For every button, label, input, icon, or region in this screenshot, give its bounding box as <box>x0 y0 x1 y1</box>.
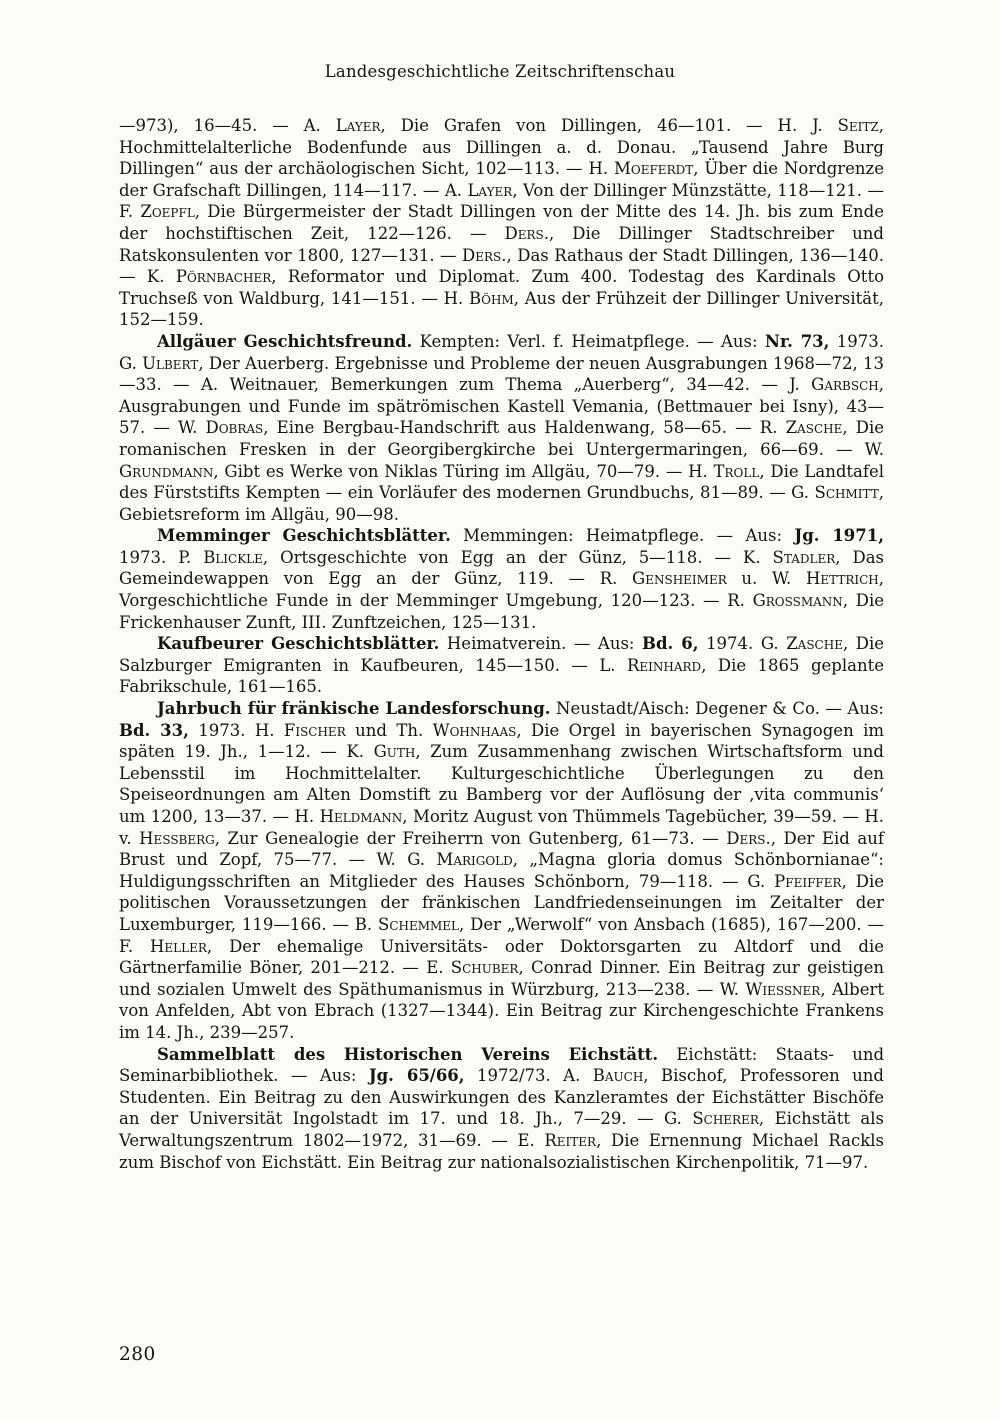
journal-entry <box>119 698 884 1044</box>
text-run: , Die politischen Voraussetzungen der fränkischen Landfriedenseinungen im Zeitalter der Luxemburger, 119—166. — B. <box>119 871 884 934</box>
text-run: , Die romanischen Fresken in der Georgibergkirche bei Untergermaringen, 66—69. — W. <box>119 418 885 459</box>
text-run: , „Magna gloria domus Schönbornianae“: Huldigungsschriften an Mitglieder des Hauses Schönborn, 79—118. — G. <box>119 850 884 891</box>
text-run: , Die Grafen von Dillingen, 46—101. — H. J. <box>380 116 838 135</box>
author-name: Grossmann <box>752 591 843 611</box>
journal-entry <box>119 633 884 698</box>
text-run: , Moritz August von Thümmels Tagebücher, 39—59. — H. v. <box>119 807 884 848</box>
author-name: Wiessner <box>745 979 821 999</box>
author-name: Guth <box>373 742 416 762</box>
text-run: , Vorgeschichtliche Funde in der Memminger Umgebung, 120—123. — R. <box>119 569 884 611</box>
continued-paragraph <box>119 115 884 331</box>
text-run: , Zur Genealogie der Freiherrn von Gutenberg, 61—73. — <box>214 828 727 848</box>
text-run: 1973. H. <box>188 720 284 740</box>
bold-heading-run: Jg. 65/66, <box>368 1066 465 1086</box>
author-name: Gensheimer <box>632 569 727 589</box>
author-name: Heldmann <box>319 807 403 826</box>
text-run: , Die Landtafel des Fürststifts Kempten — ein Vorläufer des modernen Grundbuchs, 81—89. — G. <box>119 461 885 503</box>
author-name: Schuber <box>450 958 519 978</box>
author-name: Reiter <box>544 1130 597 1150</box>
author-name: Zoepfl <box>140 202 195 222</box>
text-run: , Der „Werwolf“ von Ansbach (1685), 167—200. — F. <box>119 914 884 956</box>
text-run: , Hochmittelalterliche Bodenfunde aus Dillingen a. d. Donau. „Tausend Jahre Burg Dillingen“ aus der archäologischen Sicht, 102—113. — H. <box>119 116 884 179</box>
author-name: Ders. <box>726 828 771 848</box>
text-run: , Der Auerberg. Ergebnisse und Probleme der neuen Ausgrabungen 1968—72, 13—33. — A. Weitnauer, Bemerkungen zum Thema „Auerberg“, 34—42. — J. <box>119 353 884 395</box>
author-name: Fischer <box>283 720 346 740</box>
author-name: Hettrich <box>805 569 879 589</box>
author-name: Blickle <box>203 547 263 567</box>
text-run: , Der ehemalige Universitäts- oder Doktorsgarten zu Altdorf und die Gärtnerfamilie Böner, 201—212. — E. <box>119 936 884 978</box>
bold-heading-run: Bd. 33, <box>119 720 189 740</box>
text-run: , Die Frickenhauser Zunft, III. Zunftzeichen, 125—131. <box>119 591 885 632</box>
text-run: , Die Dillinger Stadtschreiber und Ratskonsulenten vor 1800, 127—131. — <box>119 223 884 265</box>
author-name: Garbsch <box>811 375 879 395</box>
author-name: Hessberg <box>139 828 215 848</box>
author-name: Stadler <box>772 547 836 567</box>
text-run: 1973. P. <box>119 547 204 567</box>
author-name: Moeferdt <box>613 159 694 179</box>
text-run: 1972/73. A. <box>464 1066 593 1086</box>
bold-heading-run: Jg. 1971, <box>794 526 884 546</box>
bold-heading-run: Memminger Geschichtsblätter. <box>157 526 451 546</box>
author-name: Seitz <box>837 116 879 135</box>
text-run: , Ortsgeschichte von Egg an der Günz, 5—118. — K. <box>262 547 773 567</box>
author-name: Marigold <box>436 850 513 870</box>
text-run: und Th. <box>345 720 433 740</box>
text-run: , Die 1865 geplante Fabrikschule, 161—165. <box>119 655 884 697</box>
text-run: , Über die Nordgrenze der Grafschaft Dillingen, 114—117. — A. <box>119 159 885 200</box>
author-name: Schmitt <box>814 483 879 503</box>
author-name: Pfeiffer <box>774 871 842 891</box>
text-run: , Von der Dillinger Münzstätte, 118—121. — F. <box>119 180 884 222</box>
text-run: , Eine Bergbau-Handschrift aus Haldenwang, 58—65. — R. <box>263 418 786 438</box>
author-name: Ders. <box>462 245 507 265</box>
bold-heading-run: Jahrbuch für fränkische Landesforschung. <box>157 699 551 719</box>
text-run: , Conrad Dinner. Ein Beitrag zur geistigen und sozialen Umwelt des Späthumanismus in Würzburg, 213—238. — W. <box>119 958 884 999</box>
text-run: , Reformator und Diplomat. Zum 400. Todestag des Kardinals Otto Truchseß von Waldburg, 141—151. — H. <box>119 267 885 308</box>
text-run: 1973. G. <box>119 331 884 373</box>
bibliography-body <box>119 115 884 1173</box>
author-name: Schemmel <box>378 914 460 934</box>
author-name: Layer <box>335 116 381 135</box>
bold-heading-run: Allgäuer Geschichtsfreund. <box>157 331 413 351</box>
text-run: , Das Gemeindewappen von Egg an der Günz, 119. — R. <box>119 547 885 589</box>
text-run: , Die Salzburger Emigranten in Kaufbeuren, 145—150. — L. <box>119 634 885 675</box>
author-name: Zasche <box>786 634 843 654</box>
author-name: Troll <box>713 461 760 481</box>
page-number: 280 <box>119 1344 156 1365</box>
author-name: Dobras <box>205 418 264 438</box>
author-name: Ulbert <box>142 353 199 373</box>
author-name: Zasche <box>785 418 843 438</box>
text-run: , Aus der Frühzeit der Dillinger Universität, 152—159. <box>119 288 884 330</box>
text-run: , Eichstätt als Verwaltungszentrum 1802—1972, 31—69. — E. <box>119 1109 884 1150</box>
journal-entry <box>119 1044 884 1174</box>
text-run: Heimatverein. — Aus: <box>439 634 643 654</box>
text-run: u. W. <box>726 569 806 589</box>
bold-heading-run: Sammelblatt des Historischen Vereins Eichstätt. <box>157 1044 659 1064</box>
text-run: , Die Orgel in bayerischen Synagogen im späten 19. Jh., 1—12. — K. <box>119 720 885 762</box>
running-head: Landesgeschichtliche Zeitschriftenschau <box>324 62 676 81</box>
text-run: 1974. G. <box>698 634 787 654</box>
author-name: Ders. <box>504 223 549 243</box>
journal-entry <box>119 331 884 525</box>
author-name: Layer <box>467 180 513 200</box>
text-run: , Zum Zusammenhang zwischen Wirtschaftsform und Lebensstil im Hochmittelalter. Kulturgeschichtliche Überlegungen zu den Speiseordnungen am Alten Domstift zu Bamberg vor der Auflösung der ‚vita communis‘ um 1200, 13—37. — H. <box>119 742 884 826</box>
text-run: , Die Bürgermeister der Stadt Dillingen von der Mitte des 14. Jh. bis zum Ende der hochstiftischen Zeit, 122—126. — <box>119 202 884 243</box>
bold-heading-run: Kaufbeurer Geschichtsblätter. <box>157 634 440 654</box>
text-run: , Albert von Anfelden, Abt von Ebrach (1327—1344). Ein Beitrag zur Kirchengeschichte Frankens im 14. Jh., 239—257. <box>119 979 884 1042</box>
text-run: , Das Rathaus der Stadt Dillingen, 136—140. — K. <box>119 245 885 287</box>
text-run: , Die Ernennung Michael Rackls zum Bischof von Eichstätt. Ein Beitrag zur nationalsozialistischen Kirchenpolitik, 71—97. <box>119 1130 884 1172</box>
text-run: , Bischof, Professoren und Studenten. Ein Beitrag zu den Auswirkungen des Kanzleramtes der Eichstätter Bischöfe an der Universität Ingolstadt im 17. und 18. Jh., 7—29. — G. <box>119 1066 884 1129</box>
text-run: , Gebietsreform im Allgäu, 90—98. <box>119 483 884 524</box>
journal-entry <box>119 525 884 633</box>
author-name: Reinhard <box>626 655 702 675</box>
author-name: Scherer <box>692 1109 759 1129</box>
author-name: Wohnhaas <box>432 720 517 740</box>
bold-heading-run: Nr. 73, <box>764 331 830 351</box>
text-run: Kempten: Verl. f. Heimatpflege. — Aus: <box>412 331 765 351</box>
text-run: Neustadt/Aisch: Degener & Co. — Aus: <box>550 699 884 719</box>
text-run: , Ausgrabungen und Funde im spätrömischen Kastell Vemania, (Bettmauer bei Isny), 43—57. — W. <box>119 375 884 438</box>
author-name: Grundmann <box>119 461 214 481</box>
author-name: Pörnbacher <box>175 267 272 287</box>
text-run: Memmingen: Heimatpflege. — Aus: <box>450 526 795 546</box>
author-name: Bauch <box>592 1066 644 1086</box>
author-name: Heller <box>150 936 207 956</box>
author-name: Böhm <box>469 288 514 308</box>
text-run: , Der Eid auf Brust und Zopf, 75—77. — W. G. <box>119 828 884 870</box>
text-run: —973), 16—45. — A. <box>119 116 336 135</box>
text-run: Eichstätt: Staats- und Seminarbibliothek. — Aus: <box>119 1044 885 1086</box>
text-run: , Gibt es Werke von Niklas Türing im Allgäu, 70—79. — H. <box>213 461 714 481</box>
bold-heading-run: Bd. 6, <box>642 634 699 654</box>
